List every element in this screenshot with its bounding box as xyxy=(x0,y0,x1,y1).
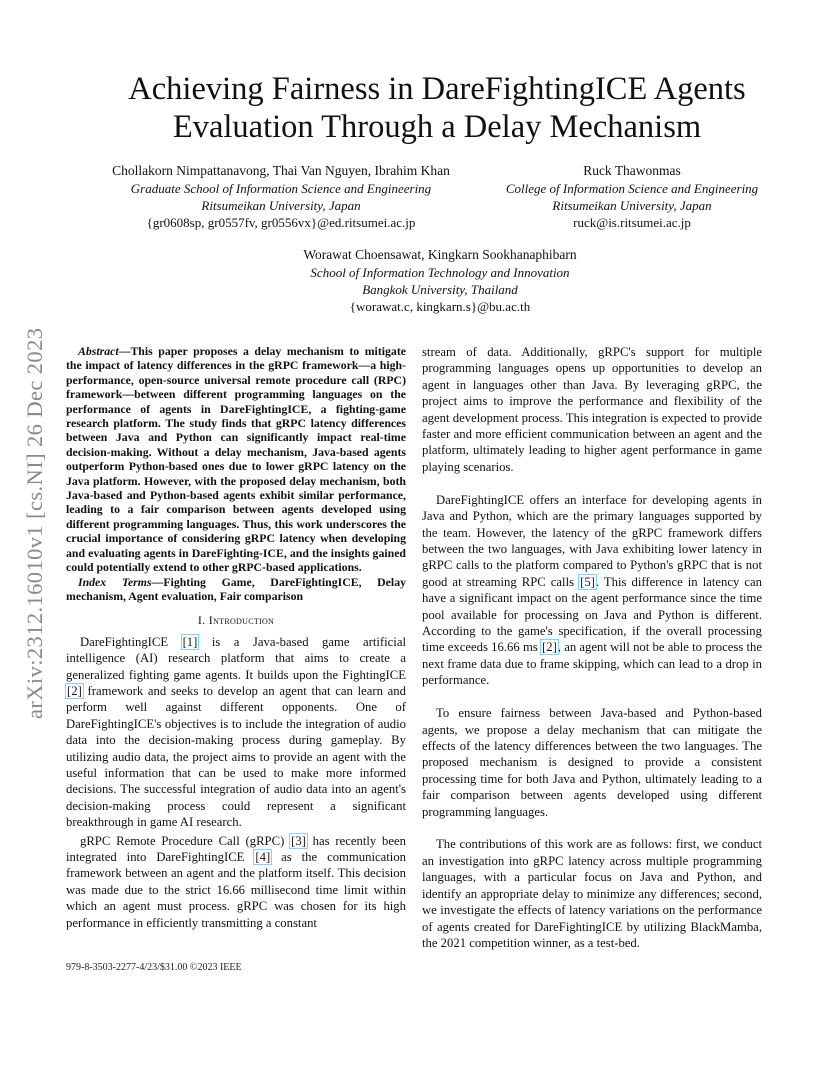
abstract-label: Abstract xyxy=(78,344,119,358)
section-heading-introduction xyxy=(66,612,406,628)
section-title-rest: ntroduction xyxy=(213,613,275,628)
text-run: DareFightingICE xyxy=(80,634,182,649)
text-run: gRPC Remote Procedure Call (gRPC) xyxy=(80,833,291,848)
intro-paragraph-2 xyxy=(66,833,406,931)
arxiv-identifier: arXiv:2312.16010v1 [cs.NI] 26 Dec 2023 xyxy=(22,327,47,719)
copyright-footer: 979-8-3503-2277-4/23/$31.00 ©2023 IEEE xyxy=(66,962,242,973)
text-run: framework and seeks to develop an agent that can learn and perform well against different opponents. One of DareFightingICE's objectives is to include the integration of audio data into the decision-making process during gameplay. By utilizing audio data, the project aims to provide an agent with the useful information that can be used to make more informed decisions. The successful integration of audio data into an agent's decision-making process could represent a significant breakthrough in game AI research. xyxy=(66,683,406,830)
right-paragraph-1: stream of data. Additionally, gRPC's support for multiple programming languages opens up opportunities to develop an agent in languages other than Java. By leveraging gRPC, the project aims to improve the performance and flexibility of the agent development process. This integration is expected to provide faster and more efficient communication between an agent and the platform, ultimately leading to higher agent performance in game playing scenarios. xyxy=(422,345,762,474)
title-line-1: Achieving Fairness in DareFightingICE Agents xyxy=(128,71,746,107)
right-paragraph-3: To ensure fairness between Java-based and Python-based agents, we propose a delay mechanism that can mitigate the effects of the latency differences between the two languages. The proposed mechanism is designed to provide a consistent processing time for both Java and Python, ultimately leading to a fair comparison between agents developed using different programming languages. xyxy=(422,706,762,819)
author-affiliation-location: Ritsumeikan University, Japan xyxy=(201,198,361,213)
author-names: Ruck Thawonmas xyxy=(583,163,681,178)
citation-link[interactable]: [5] xyxy=(580,574,595,589)
index-terms-label: Index Terms xyxy=(78,574,152,589)
text-run: as the communication framework between an agent and the platform itself. This decision was made due to the strict 16.66 millisecond time limit within which an agent must process. gRPC was chosen for its high performance in efficiently transmitting a constant xyxy=(66,850,407,930)
text-run: . This difference in latency can have a significant impact on the agent performance since the time pool available for processing on Java and Python is different. According to the game's specification, if the overall processing time exceeds 16.66 ms xyxy=(422,574,762,655)
author-block-3 xyxy=(220,246,660,315)
abstract-text: —This paper proposes a delay mechanism to mitigate the impact of latency differences in the gRPC framework—a high-performance, open-source universal remote procedure call (RPC) framework—between different programming languages on the performance of agents in DareFightingICE, a fighting-game research platform. The study finds that gRPC latency differences between Java and Python can significantly impact real-time decision-making. Without a delay mechanism, Java-based agents outperform Python-based ones due to lower gRPC latency on the Java platform. However, with the proposed delay mechanism, both Java-based and Python-based agents exhibit similar performance, leading to a fair comparison between agents developed using different programming languages. Thus, this work underscores the crucial importance of considering gRPC latency when developing and evaluating agents in DareFighting-ICE, and the insights gained could potentially extend to other gRPC-based applications. xyxy=(66,344,406,575)
author-block-2 xyxy=(462,162,802,231)
section-initial: I xyxy=(208,613,214,628)
author-affiliation-location: Bangkok University, Thailand xyxy=(362,282,518,297)
author-email: {gr0608sp, gr0557fv, gr0556vx}@ed.ritsumei.ac.jp xyxy=(146,215,416,230)
text-run: , an agent will not be able to process the next frame data due to frame skipping, which can lead to a drop in performance. xyxy=(422,640,762,688)
paper-title xyxy=(70,70,804,146)
citation-link[interactable]: [2] xyxy=(67,683,82,698)
intro-paragraph-1 xyxy=(66,634,406,831)
text-run: is a Java-based game artificial intelligence (AI) research platform that aims to create a generalized fighting game agents. It builds upon the FightingICE xyxy=(66,634,406,682)
author-names: Chollakorn Nimpattanavong, Thai Van Nguyen, Ibrahim Khan xyxy=(112,163,450,178)
index-terms-text: —Fighting Game, DareFightingICE, Delay mechanism, Agent evaluation, Fair comparison xyxy=(66,574,406,603)
author-email: ruck@is.ritsumei.ac.jp xyxy=(573,215,691,230)
author-affiliation-location: Ritsumeikan University, Japan xyxy=(552,198,712,213)
citation-link[interactable]: [4] xyxy=(255,850,271,864)
citation-link[interactable]: [3] xyxy=(291,833,306,848)
author-affiliation: Graduate School of Information Science and Engineering xyxy=(130,181,432,196)
text-run: DareFightingICE offers an interface for developing agents in Java and Python, which are the primary languages supported by the team. However, the latency of the gRPC framework differs between the two languages, with Java exhibiting lower latency in gRPC calls to the platform compared to Python's gRPC that is not good at streaming RPC calls xyxy=(422,492,762,589)
right-paragraph-4: The contributions of this work are as follows: first, we conduct an investigation into gRPC latency across multiple programming languages, with a particular focus on Java and Python, and identify an appropriate delay to minimize any differences; second, we investigate the effects of latency variations on the performance of agents created for DareFightingICE by utilizing BlackMamba, the 2021 competition winner, as a test-bed. xyxy=(422,837,762,950)
section-number: I. xyxy=(197,613,209,628)
author-names: Worawat Choensawat, Kingkarn Sookhanaphibarn xyxy=(303,247,577,262)
citation-link[interactable]: [1] xyxy=(182,634,198,649)
author-block-1 xyxy=(66,162,496,231)
title-line-2: Evaluation Through a Delay Mechanism xyxy=(172,109,702,145)
right-paragraph-2 xyxy=(422,492,762,689)
author-affiliation: College of Information Science and Engineering xyxy=(505,181,759,196)
left-column xyxy=(66,344,406,931)
abstract xyxy=(66,344,406,575)
index-terms xyxy=(66,575,406,604)
right-column xyxy=(422,344,762,968)
citation-link[interactable]: [2] xyxy=(542,640,557,655)
text-run: has recently been integrated into DareFightingICE xyxy=(66,833,406,864)
author-email: {worawat.c, kingkarn.s}@bu.ac.th xyxy=(349,299,531,314)
author-affiliation: School of Information Technology and Innovation xyxy=(310,265,570,280)
